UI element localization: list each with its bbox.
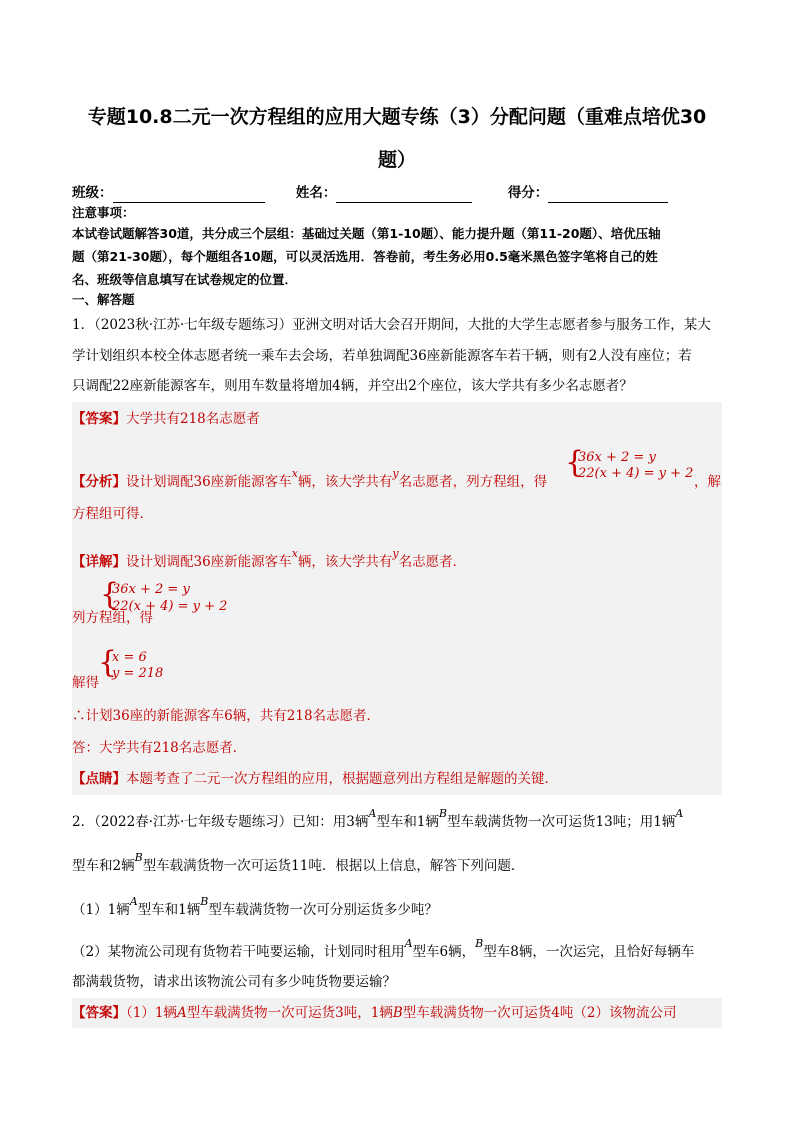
name-label: 姓名：	[295, 185, 337, 201]
solution-x: x = 6	[112, 650, 147, 665]
answer-block	[72, 998, 722, 1028]
analysis-line: 方程组可得．	[72, 506, 153, 522]
question-1-text: 只调配22座新能源客车，则用车数量将增加4辆，并空出2个座位，该大学共有多少名志愿者？	[72, 378, 633, 394]
equation-1: 36x + 2 = y	[112, 582, 190, 597]
question-2-part-1: （1）1辆$^A$型车和1辆$^B$型车载满货物一次可分别运货多少吨？	[72, 895, 438, 918]
analysis-line: 【分析】设计划调配36座新能源客车$^x$辆，该大学共有$^y$名志愿者，列方程组，得	[72, 467, 548, 490]
notes-line: 题（第21-30题），每个题组各10题，可以灵活选用．答卷前，考生务必用0.5毫米黑色签字笔将自己的姓	[72, 249, 658, 264]
answer-line: 【答案】大学共有218名志愿者	[72, 411, 260, 427]
solution-y: y = 218	[112, 666, 164, 681]
question-2-text: 2．（2022春·江苏·七年级专题练习）已知：用3辆$^A$型车和1辆$^B$型车载满货物一次可运货13吨；用1辆$^A$	[72, 807, 684, 830]
brace-symbol: {	[565, 445, 585, 480]
brace-symbol: {	[100, 577, 120, 612]
final-answer-line: 答：大学共有218名志愿者．	[72, 740, 247, 756]
score-field[interactable]	[548, 188, 668, 203]
section-heading: 一、解答题	[72, 292, 135, 307]
question-2-text: 型车和2辆$^B$型车载满货物一次可运货11吨．根据以上信息，解答下列问题．	[72, 851, 525, 874]
equation-2: 22(x + 4) = y + 2	[578, 466, 694, 481]
equation-2: 22(x + 4) = y + 2	[112, 599, 228, 614]
brace-symbol: {	[98, 645, 118, 680]
notes-line: 名、班级等信息填写在试卷规定的位置．	[72, 272, 298, 287]
page-title: 专题10.8二元一次方程组的应用大题专练（3）分配问题（重难点培优30 题）	[87, 106, 707, 171]
detail-line: 【详解】设计划调配36座新能源客车$^x$辆，该大学共有$^y$名志愿者．	[72, 547, 467, 570]
notes-line: 本试卷试题解答30道，共分成三个层组：基础过关题（第1-10题）、能力提升题（第11-20题）、培优压轴	[72, 226, 661, 241]
name-field[interactable]	[336, 188, 472, 203]
solve-label: 解得	[72, 675, 99, 691]
student-info-row	[72, 183, 668, 203]
score-label: 得分：	[507, 185, 549, 201]
comment-line: 【点睛】本题考查了二元一次方程组的应用，根据题意列出方程组是解题的关键．	[72, 771, 558, 787]
question-1-text: 学计划组织本校全体志愿者统一乘车去会场，若单独调配36座新能源客车若干辆，则有2人没有座位；若	[72, 348, 692, 364]
answer-line: 【答案】（1）1辆A型车载满货物一次可运货3吨，1辆B型车载满货物一次可运货4吨（2）该物流公司	[72, 1005, 677, 1021]
class-field[interactable]	[113, 188, 265, 203]
question-2-part-2: （2）某物流公司现有货物若干吨要运输，计划同时租用$^A$型车6辆，$^B$型车8辆，一次运完，且恰好每辆车	[72, 937, 695, 960]
question-2-part-2: 都满载货物，请求出该物流公司有多少吨货物要运输？	[72, 974, 396, 990]
conclusion-line: ∴计划36座的新能源客车6辆，共有218名志愿者．	[72, 708, 381, 724]
answer-block: 【答案】大学共有218名志愿者 【分析】设计划调配36座新能源客车$^x$辆，该大学共有$^y$名志愿者，列方程组，得 { 36x + 2 = y 22(x + 4) = y + 2 ，解 方程组可得． 【详解】设计划调配36座新能源客车$^x$辆，该大学共有$^y$名志愿者． { 36x + 2 = y 22(x + 4) = y + 2 列方程组，得 { x = 6 y = 218 解得 ∴计划36座的新能源客车6辆，共有218名志愿者． 答：大学共有218名志愿者． 【点睛】本题考查了二元一次方程组的应用，根据题意列出方程组是解题的关键．	[72, 402, 722, 795]
system-label: 列方程组，得	[72, 610, 153, 626]
equation-1: 36x + 2 = y	[578, 450, 656, 465]
question-1-text: 1．（2023秋·江苏·七年级专题练习）亚洲文明对话大会召开期间，大批的大学生志愿者参与服务工作，某大	[72, 317, 711, 333]
notes-heading: 注意事项：	[72, 205, 135, 220]
class-label: 班级：	[72, 185, 113, 201]
